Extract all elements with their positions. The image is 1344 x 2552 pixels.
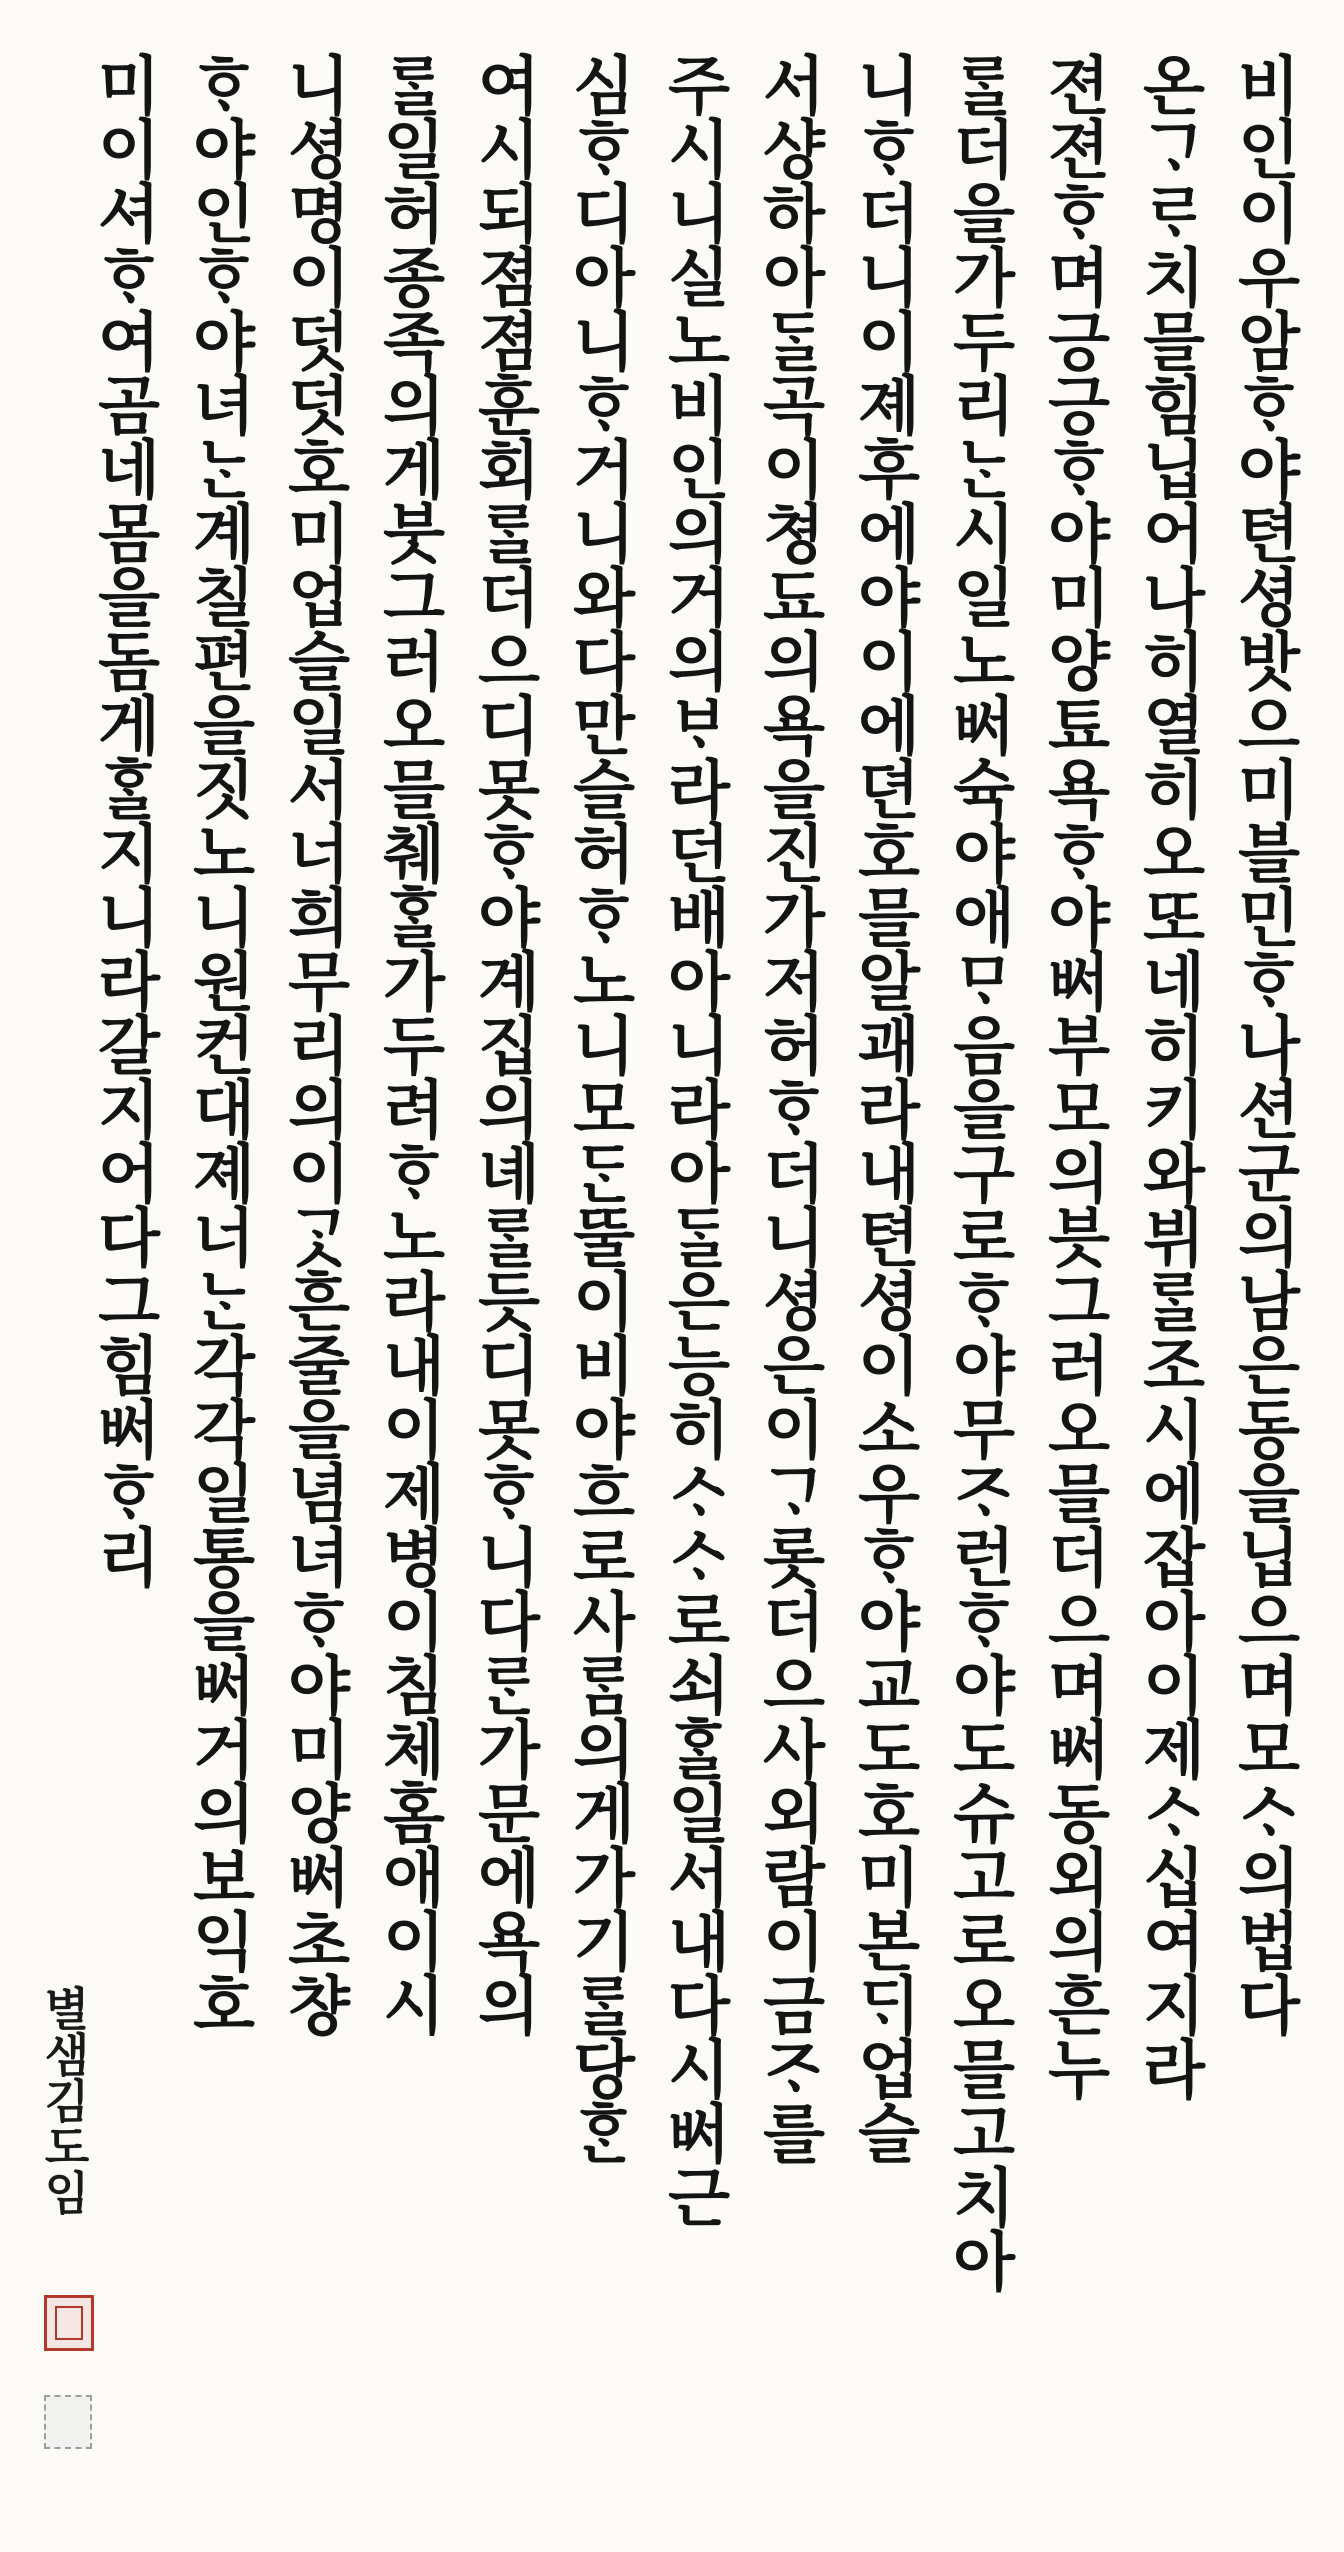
text-column-4: ᄅᆞᆯ더을가두리ᄂᆞᆫ시일노ᄡᅥ슉야애ᄆᆞ음을구로ᄒᆞ야무ᄌᆞ런ᄒᆞ야도슈고로오믈고치아	[941, 52, 1016, 2292]
text-column-10: ᄅᆞᆯ일허종족의게붓그러오믈췌ᄒᆞᆯ가두려ᄒᆞ노라내이제병이침체홈애이시	[371, 52, 446, 2036]
text-column-6: 서샹하아ᄃᆞᆯ곡이쳥됴의욕을진가저허ᄒᆞ더니셩은이ᄀᆞ롯더으사외람이금ᄌᆞ를	[751, 52, 826, 2164]
red-seal-icon	[44, 2295, 94, 2351]
faint-seal-icon	[44, 2395, 92, 2449]
text-column-12: ᄒᆞ야인ᄒᆞ야녀ᄂᆞᆫ계칠편을짓노니원컨대졔너ᄂᆞᆫ각각일통을ᄡᅥ거의보익호	[181, 52, 256, 2036]
text-column-7: 주시니실노비인의거의ᄇᆞ라던배아니라아ᄃᆞᆯ은능히ᄉᆞᄉᆞ로쇠ᄒᆞᆯ일서내다시ᄡᅥ근	[656, 52, 731, 2228]
text-column-8: 심ᄒᆞ디아니ᄒᆞ거니와다만슬허ᄒᆞ노니모ᄃᆞᆫ뚤이비야흐로사ᄅᆞᆷ의게가기ᄅᆞᆯ당ᄒᆞᆫ	[561, 52, 636, 2164]
text-column-13: 미이셔ᄒᆞ여곰네몸을돔게ᄒᆞᆯ지니라갈지어다그힘ᄡᅥᄒᆞ리	[86, 52, 161, 1588]
signature: 별샘김도임	[37, 1985, 91, 2215]
text-column-3: 젼젼ᄒᆞ며긍긍ᄒᆞ야미양툐욕ᄒᆞ야ᄡᅥ부모의븟그러오믈더으며ᄡᅥ동외의흔누	[1036, 52, 1111, 2100]
text-column-9: 여시되졈졈훈회ᄅᆞᆯ더으디못ᄒᆞ야계집의녜ᄅᆞᆯ듯디못ᄒᆞ니다ᄅᆞᆫ가문에욕의	[466, 52, 541, 2036]
text-column-1: 비인이우암ᄒᆞ야텬셩밧으미블민ᄒᆞ나션군의남은동을닙으며모ᄉᆞ의법다	[1226, 52, 1301, 2036]
text-column-2: 온ᄀᆞᄅᆞ치믈힘닙어나히열히오또네히키와뷔ᄅᆞᆯ조시에잡아이제ᄉᆞ십여지라	[1131, 52, 1206, 2100]
text-column-5: 니ᄒᆞ더니이졔후에야이에뎐호믈알괘라내텬셩이소우ᄒᆞ야교도호미본ᄃᆡ업슬	[846, 52, 921, 2164]
text-column-11: 니셩명이덧덧호미업슬일서너희무리의이ᄀᆞᆺ흔줄을념녀ᄒᆞ야미양ᄡᅥ초챵	[276, 52, 351, 2036]
